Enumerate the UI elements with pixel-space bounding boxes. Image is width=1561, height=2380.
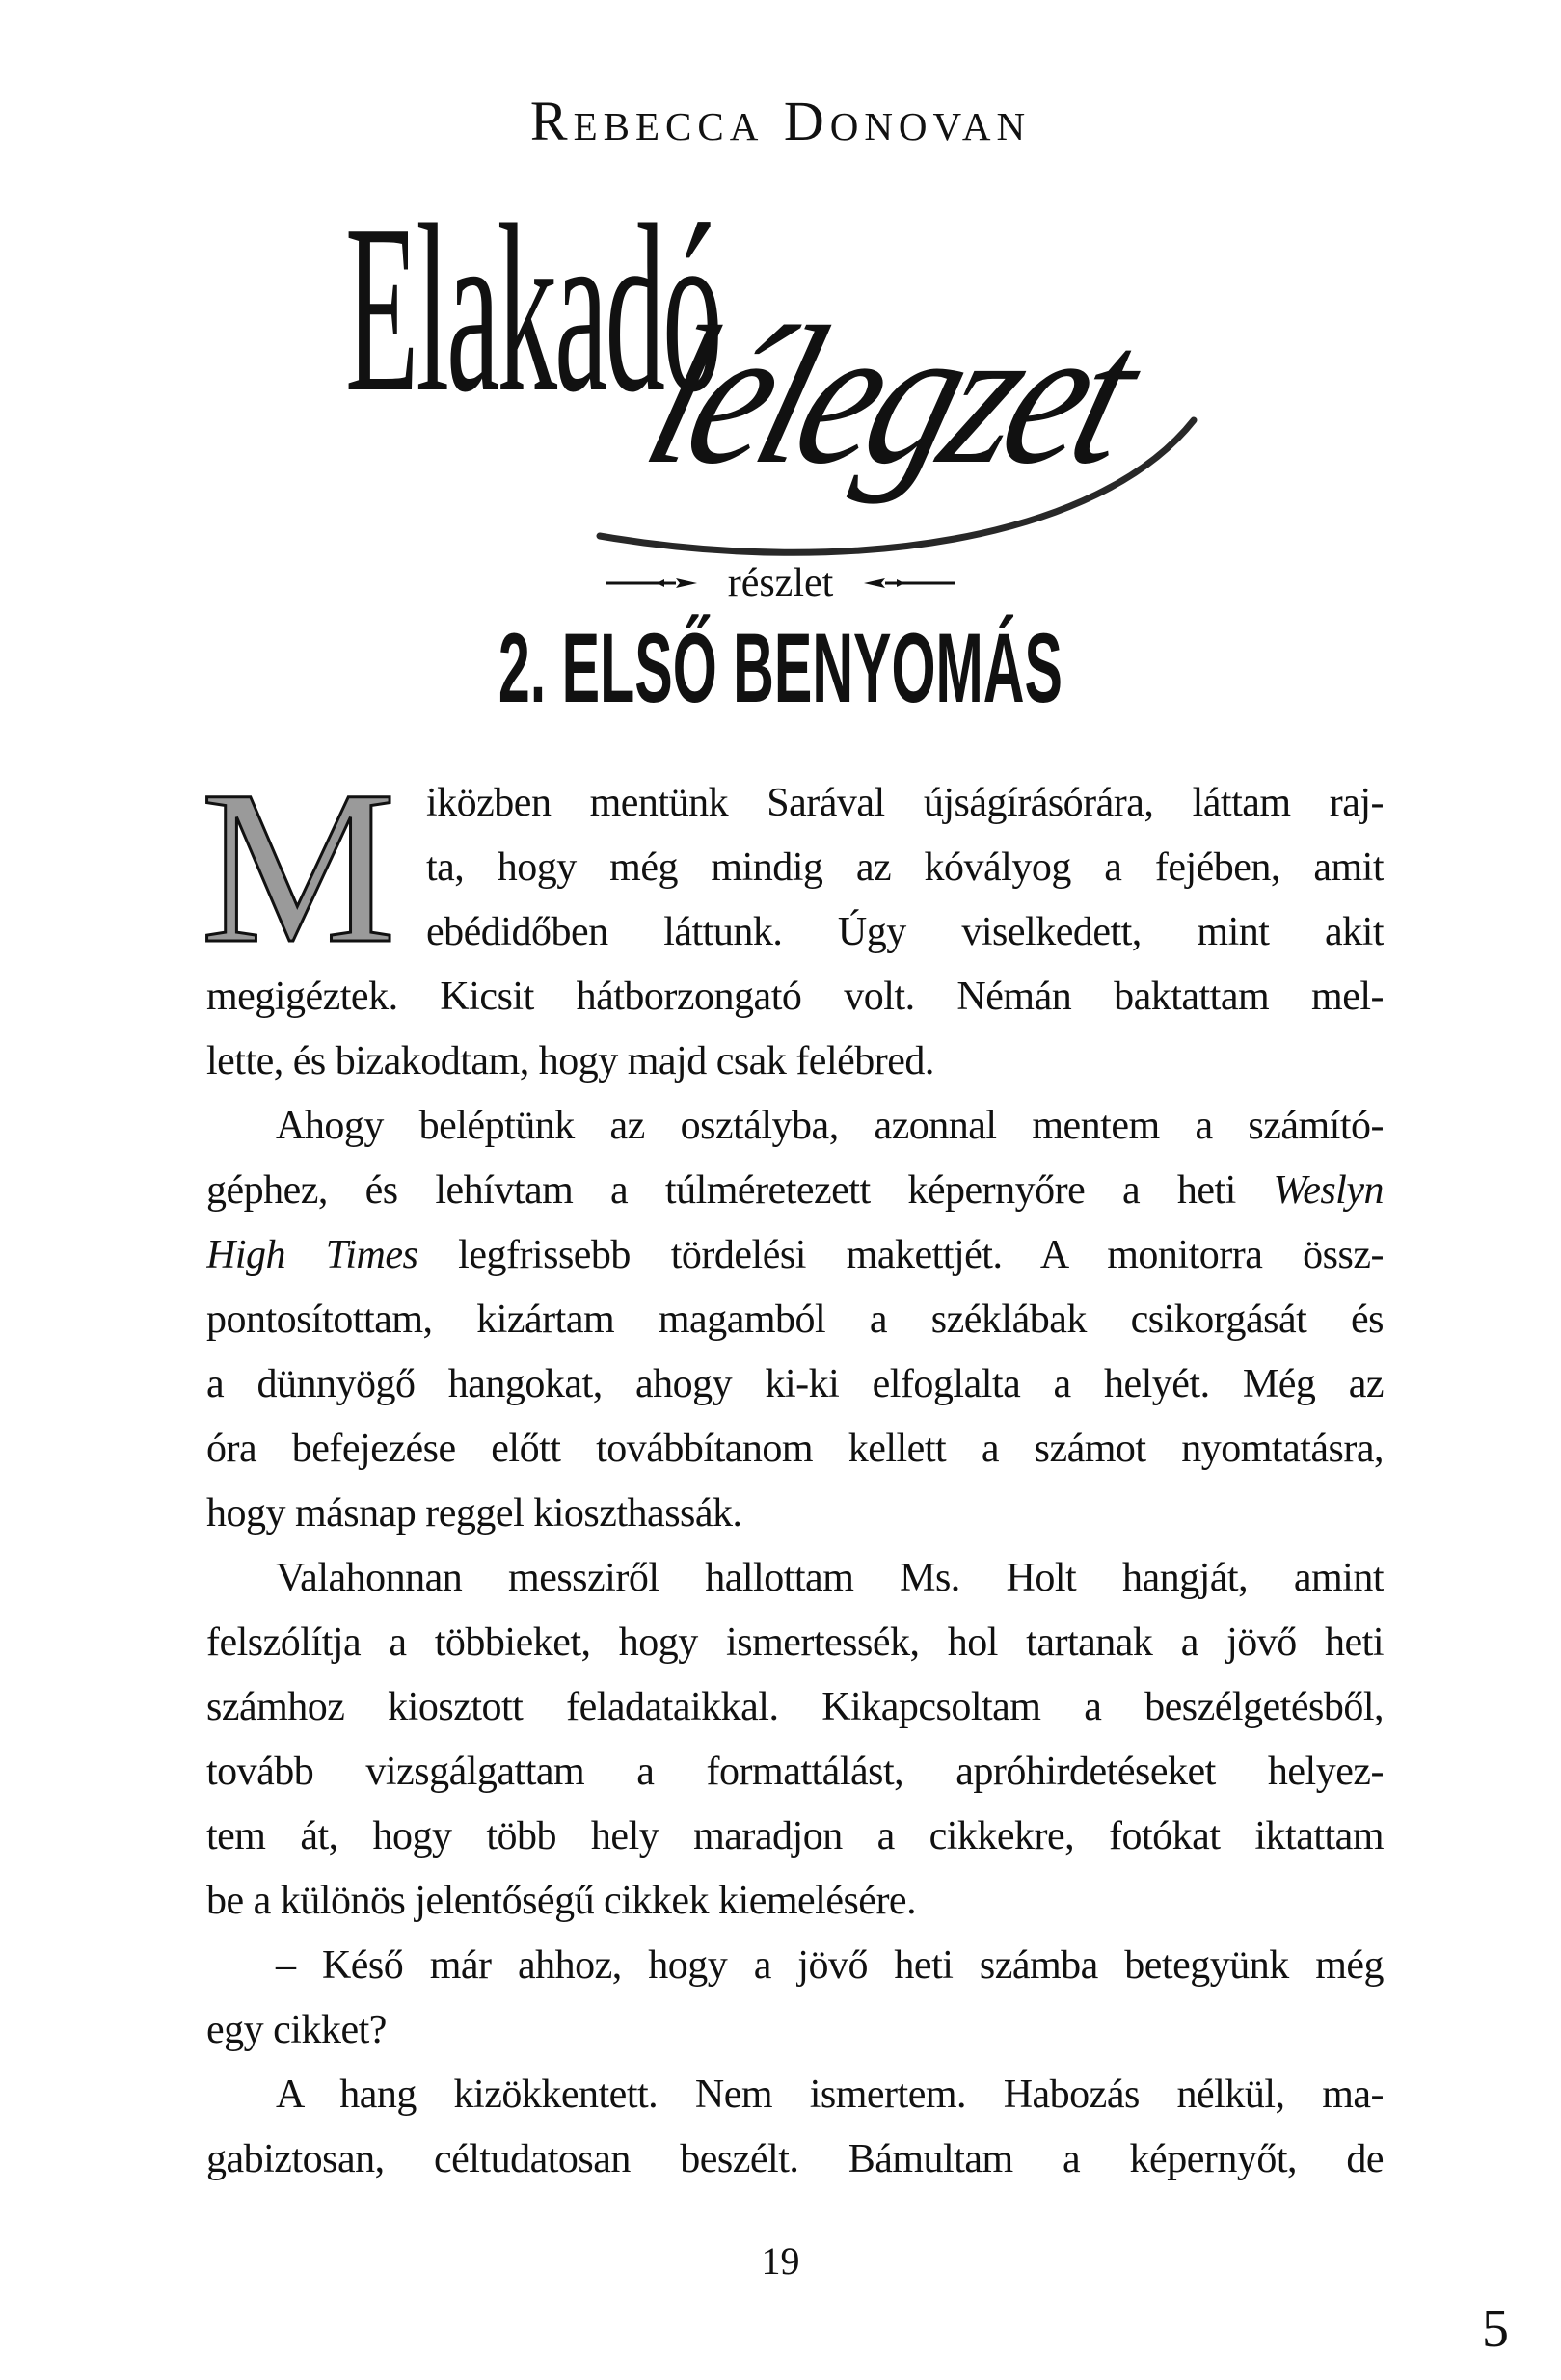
book-title-script: lélegzet [627, 286, 1153, 505]
body-paragraph [201, 746, 1384, 1094]
body-line: ebédidőben láttunk. Úgy viselkedett, mint akit [426, 910, 1384, 954]
body-line: hogy másnap reggel kioszthassák. [206, 1491, 742, 1536]
chapter-heading: 2. ELSŐ BENYOMÁS [498, 613, 1063, 723]
body-line: pontosítottam, kizártam magamból a széklábak csikorgását és [206, 1297, 1384, 1342]
body-paragraph [206, 1934, 1384, 2063]
body-line: a dünnyögő hangokat, ahogy ki-ki elfoglalta a helyét. Még az [206, 1362, 1384, 1406]
body-line: tem át, hogy több hely maradjon a cikkekre, fotókat iktattam [206, 1814, 1384, 1859]
excerpt-ornament-right-icon [862, 575, 955, 592]
body-line: felszólítja a többieket, hogy ismertessék, hol tartanak a jövő heti [206, 1620, 1384, 1665]
body-line: tovább vizsgálgattam a formattálást, apróhirdetéseket helyez- [206, 1750, 1384, 1794]
body-line: gabiztosan, céltudatosan beszélt. Bámultam a képernyőt, de [206, 2137, 1384, 2181]
body-line: óra befejezése előtt továbbítanom kellett a számot nyomtatásra, [206, 1427, 1384, 1471]
body-line: Ahogy beléptünk az osztályba, azonnal mentem a számító- [276, 1104, 1384, 1148]
pdf-page-number: 5 [1482, 2299, 1509, 2359]
body-line: A hang kizökkentett. Nem ismertem. Habozás nélkül, ma- [276, 2072, 1384, 2117]
body-text [201, 746, 1384, 2192]
body-line: be a különös jelentőségű cikkek kiemelésére. [206, 1879, 917, 1923]
body-paragraph [206, 1094, 1384, 1546]
body-line: Valahonnan messziről hallottam Ms. Holt hangját, amint [276, 1556, 1384, 1600]
body-line: géphez, és lehívtam a túlméretezett képernyőre a heti Weslyn [206, 1168, 1384, 1213]
body-paragraph [206, 2063, 1384, 2192]
body-line: iközben mentünk Sarával újságírásórára, láttam raj- [426, 781, 1384, 825]
body-line: megigéztek. Kicsit hátborzongató volt. Némán baktattam mel- [206, 975, 1384, 1019]
body-line: ta, hogy még mindig az kóvályog a fejében, amit [426, 845, 1384, 890]
body-line: számhoz kiosztott feladataikkal. Kikapcsoltam a beszélgetésből, [206, 1685, 1384, 1729]
excerpt-row [0, 563, 1561, 603]
body-line: lette, és bizakodtam, hogy majd csak felébred. [206, 1039, 934, 1083]
body-line: egy cikket? [206, 2008, 387, 2052]
excerpt-ornament-left-icon [606, 575, 699, 592]
drop-cap: M [201, 746, 396, 989]
excerpt-label: részlet [727, 561, 834, 605]
author-name: Rebecca Donovan [529, 90, 1032, 152]
page-number: 19 [761, 2239, 800, 2283]
body-paragraph [206, 1546, 1384, 1934]
body-line: High Times legfrissebb tördelési makettjét. A monitorra össz- [206, 1233, 1384, 1277]
body-line: – Késő már ahhoz, hogy a jövő heti számba betegyünk még [276, 1943, 1384, 1988]
book-title-main: Elakadó [345, 175, 720, 442]
